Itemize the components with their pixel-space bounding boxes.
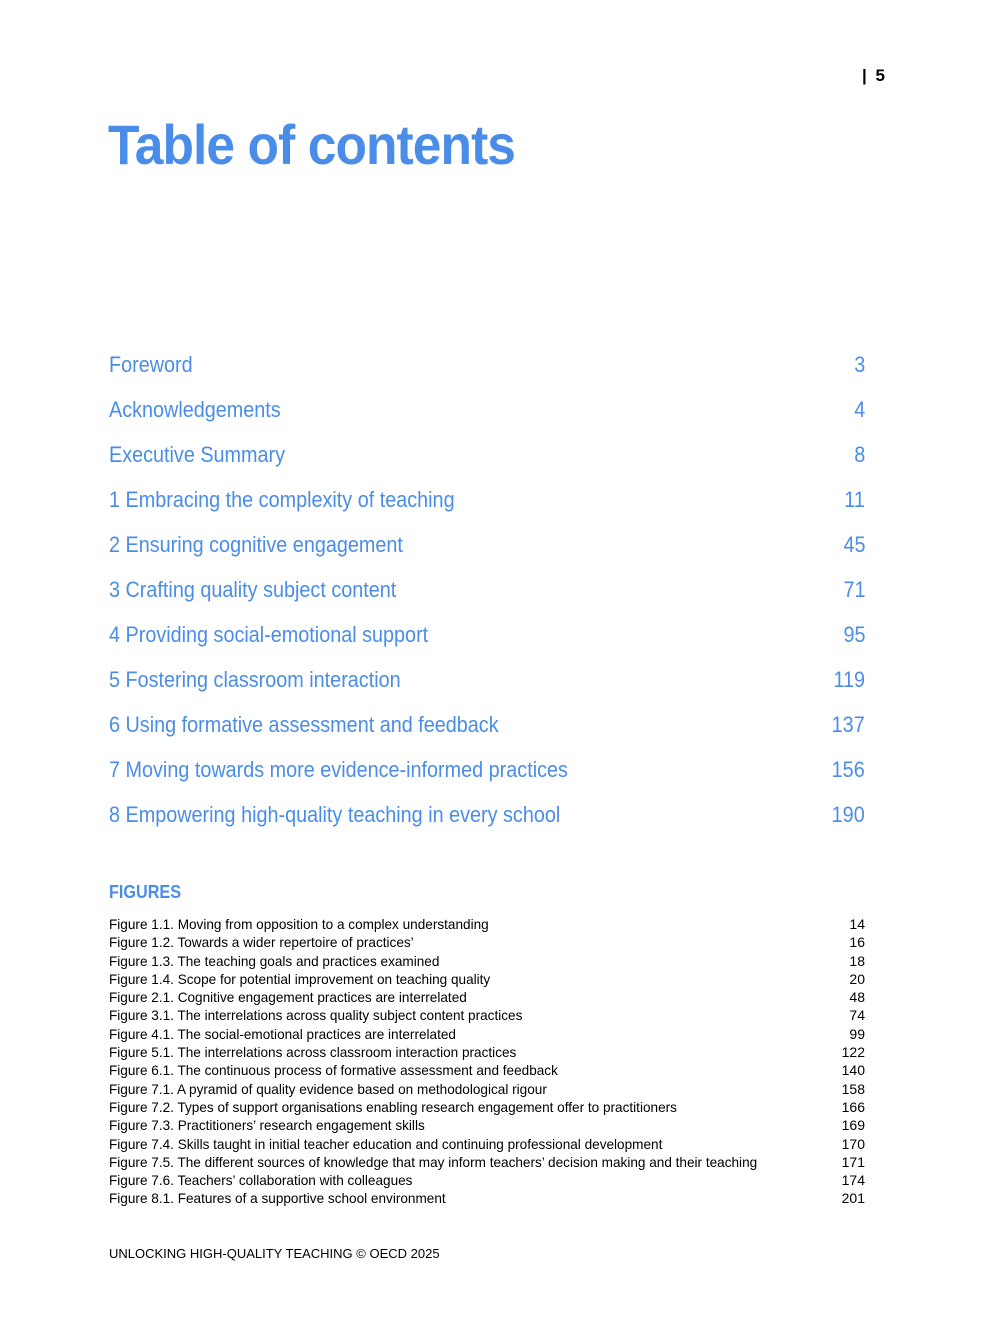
toc-entry-label: 8 Empowering high-quality teaching in every school	[109, 802, 561, 827]
figure-entry[interactable]	[109, 933, 865, 951]
toc-entry-chapter-7[interactable]	[109, 757, 865, 802]
figure-entry-label: Figure 2.1. Cognitive engagement practices are interrelated	[109, 989, 467, 1006]
page-number-value: 5	[875, 66, 885, 85]
header-separator: |	[862, 66, 867, 85]
figures-heading: FIGURES	[109, 882, 182, 902]
toc-entry-label: 4 Providing social-emotional support	[109, 622, 429, 647]
figure-entry[interactable]	[109, 1153, 865, 1171]
figure-entry[interactable]	[109, 1080, 865, 1098]
toc-entry-label: 3 Crafting quality subject content	[109, 577, 397, 602]
toc-entry-label: 6 Using formative assessment and feedback	[109, 712, 499, 737]
toc-entry-label: 1 Embracing the complexity of teaching	[109, 487, 455, 512]
figure-entry-page: 201	[841, 1190, 865, 1207]
toc-entry-label: 5 Fostering classroom interaction	[109, 667, 401, 692]
toc-list	[109, 352, 865, 847]
figures-list	[109, 915, 865, 1208]
figure-entry-page: 16	[849, 934, 865, 951]
figure-entry-label: Figure 1.2. Towards a wider repertoire of practices’	[109, 934, 414, 951]
figure-entry[interactable]	[109, 1006, 865, 1024]
toc-entry-label: 2 Ensuring cognitive engagement	[109, 532, 403, 557]
toc-entry-chapter-3[interactable]	[109, 577, 865, 622]
figure-entry-page: 20	[849, 970, 865, 987]
figure-entry[interactable]	[109, 1116, 865, 1134]
toc-entry-page: 95	[842, 622, 865, 647]
figure-entry-page: 74	[849, 1007, 865, 1024]
figure-entry-page: 99	[849, 1025, 865, 1042]
toc-entry-chapter-8[interactable]	[109, 802, 865, 847]
figure-entry-page: 174	[841, 1172, 865, 1189]
toc-entry-page: 190	[831, 802, 865, 827]
figure-entry-page: 140	[841, 1062, 865, 1079]
page-footer: UNLOCKING HIGH-QUALITY TEACHING © OECD 2025	[109, 1246, 440, 1261]
toc-entry-chapter-5[interactable]	[109, 667, 865, 712]
figure-entry-label: Figure 1.4. Scope for potential improvement on teaching quality	[109, 970, 491, 987]
figure-entry[interactable]	[109, 952, 865, 970]
figure-entry[interactable]	[109, 1043, 865, 1061]
figure-entry[interactable]	[109, 1171, 865, 1189]
figure-entry-page: 166	[841, 1098, 865, 1115]
figure-entry-page: 18	[849, 952, 865, 969]
figure-entry[interactable]	[109, 915, 865, 933]
toc-entry-chapter-2[interactable]	[109, 532, 865, 577]
figure-entry-page: 158	[841, 1080, 865, 1097]
toc-entry-page: 3	[853, 352, 865, 377]
toc-entry-label: Executive Summary	[109, 442, 286, 467]
figure-entry-page: 48	[849, 989, 865, 1006]
toc-entry-page: 119	[833, 667, 865, 692]
toc-entry-page: 4	[853, 397, 865, 422]
toc-entry-page: 71	[842, 577, 865, 602]
page-title: Table of contents	[108, 113, 516, 176]
toc-entry-chapter-6[interactable]	[109, 712, 865, 757]
toc-entry-foreword[interactable]	[109, 352, 865, 397]
figure-entry-label: Figure 5.1. The interrelations across classroom interaction practices	[109, 1044, 517, 1061]
toc-entry-page: 11	[844, 487, 865, 512]
toc-entry-page: 8	[853, 442, 865, 467]
figure-entry-label: Figure 8.1. Features of a supportive school environment	[109, 1190, 446, 1207]
figure-entry-page: 171	[841, 1153, 865, 1170]
toc-entry-label: Foreword	[109, 352, 193, 377]
toc-entry-page: 45	[842, 532, 865, 557]
figure-entry-label: Figure 4.1. The social-emotional practices are interrelated	[109, 1025, 456, 1042]
figure-entry[interactable]	[109, 1061, 865, 1079]
figure-entry-label: Figure 7.3. Practitioners’ research engagement skills	[109, 1117, 425, 1134]
figure-entry[interactable]	[109, 970, 865, 988]
figure-entry-page: 169	[841, 1117, 865, 1134]
figure-entry-label: Figure 7.6. Teachers’ collaboration with colleagues	[109, 1172, 413, 1189]
figure-entry-page: 170	[841, 1135, 865, 1152]
figure-entry-label: Figure 7.1. A pyramid of quality evidence based on methodological rigour	[109, 1080, 547, 1097]
figure-entry-label: Figure 1.1. Moving from opposition to a complex understanding	[109, 916, 489, 932]
figure-entry-page: 14	[849, 916, 865, 932]
figure-entry-label: Figure 7.2. Types of support organisations enabling research engagement offer to practitioners	[109, 1098, 677, 1115]
figure-entry[interactable]	[109, 1189, 865, 1207]
figure-entry-label: Figure 6.1. The continuous process of formative assessment and feedback	[109, 1062, 558, 1079]
figure-entry[interactable]	[109, 1025, 865, 1043]
page-number	[862, 66, 885, 86]
toc-entry-executive-summary[interactable]	[109, 442, 865, 487]
toc-entry-label: Acknowledgements	[109, 397, 281, 422]
toc-entry-label: 7 Moving towards more evidence-informed practices	[109, 757, 568, 782]
toc-entry-page: 156	[831, 757, 865, 782]
toc-entry-chapter-4[interactable]	[109, 622, 865, 667]
toc-entry-chapter-1[interactable]	[109, 487, 865, 532]
figure-entry[interactable]	[109, 988, 865, 1006]
figure-entry-page: 122	[841, 1044, 865, 1061]
figure-entry-label: Figure 7.5. The different sources of knowledge that may inform teachers’ decision making and their teaching	[109, 1153, 758, 1170]
toc-entry-page: 137	[831, 712, 865, 737]
figure-entry-label: Figure 1.3. The teaching goals and practices examined	[109, 952, 440, 969]
figure-entry-label: Figure 7.4. Skills taught in initial teacher education and continuing professional development	[109, 1135, 663, 1152]
figure-entry-label: Figure 3.1. The interrelations across quality subject content practices	[109, 1007, 523, 1024]
figure-entry[interactable]	[109, 1135, 865, 1153]
figure-entry[interactable]	[109, 1098, 865, 1116]
toc-entry-acknowledgements[interactable]	[109, 397, 865, 442]
